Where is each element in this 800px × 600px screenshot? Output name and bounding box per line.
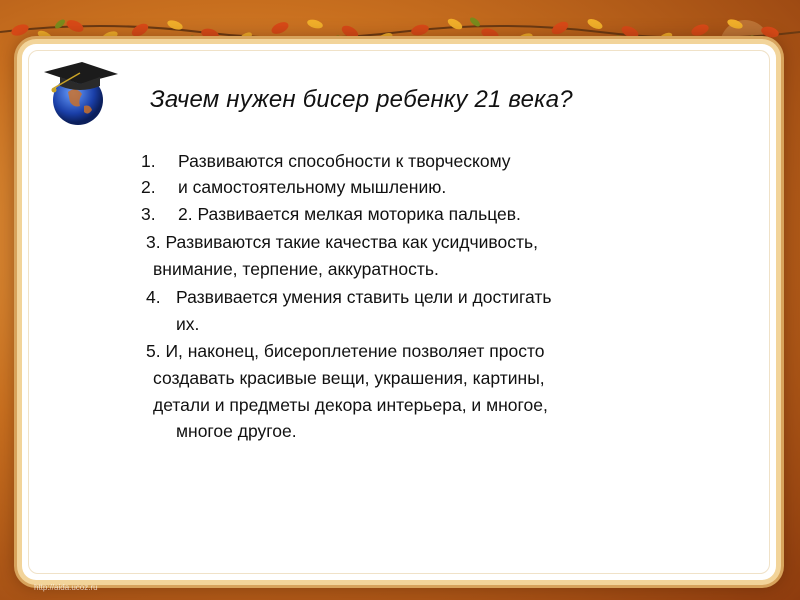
source-watermark: http://aida.ucoz.ru bbox=[34, 583, 98, 592]
item-text: Развиваются способности к творческому bbox=[178, 151, 511, 171]
item-text: 2. Развивается мелкая моторика пальцев. bbox=[178, 204, 521, 224]
item-text: 5. И, наконец, бисероплетение позволяет просто bbox=[146, 341, 545, 361]
slide-card bbox=[22, 44, 776, 580]
card-inner-border bbox=[28, 50, 770, 574]
list-item bbox=[141, 148, 511, 174]
list-item bbox=[146, 338, 545, 364]
list-item bbox=[153, 256, 439, 282]
item-text: внимание, терпение, аккуратность. bbox=[153, 259, 439, 279]
slide-title: Зачем нужен бисер ребенку 21 века? bbox=[150, 86, 573, 113]
list-item bbox=[176, 418, 297, 444]
item-number: 2. bbox=[141, 177, 156, 197]
list-item bbox=[153, 392, 548, 418]
item-number: 1. bbox=[141, 151, 156, 171]
item-number: 4. bbox=[146, 287, 161, 307]
item-text: многое другое. bbox=[176, 421, 297, 441]
item-text: детали и предметы декора интерьера, и многое, bbox=[153, 395, 548, 415]
list-item bbox=[146, 284, 552, 310]
item-number: 3. bbox=[141, 204, 156, 224]
item-text: Развивается умения ставить цели и достигать bbox=[176, 287, 552, 307]
list-item bbox=[146, 229, 538, 255]
list-item bbox=[141, 201, 521, 227]
item-text: создавать красивые вещи, украшения, картины, bbox=[153, 368, 545, 388]
graduation-globe-icon bbox=[40, 60, 120, 130]
item-text: их. bbox=[176, 314, 200, 334]
list-item bbox=[153, 365, 545, 391]
item-text: и самостоятельному мышлению. bbox=[178, 177, 447, 197]
item-text: 3. Развиваются такие качества как усидчивость, bbox=[146, 232, 538, 252]
list-item bbox=[176, 311, 199, 337]
list-item bbox=[141, 174, 446, 200]
